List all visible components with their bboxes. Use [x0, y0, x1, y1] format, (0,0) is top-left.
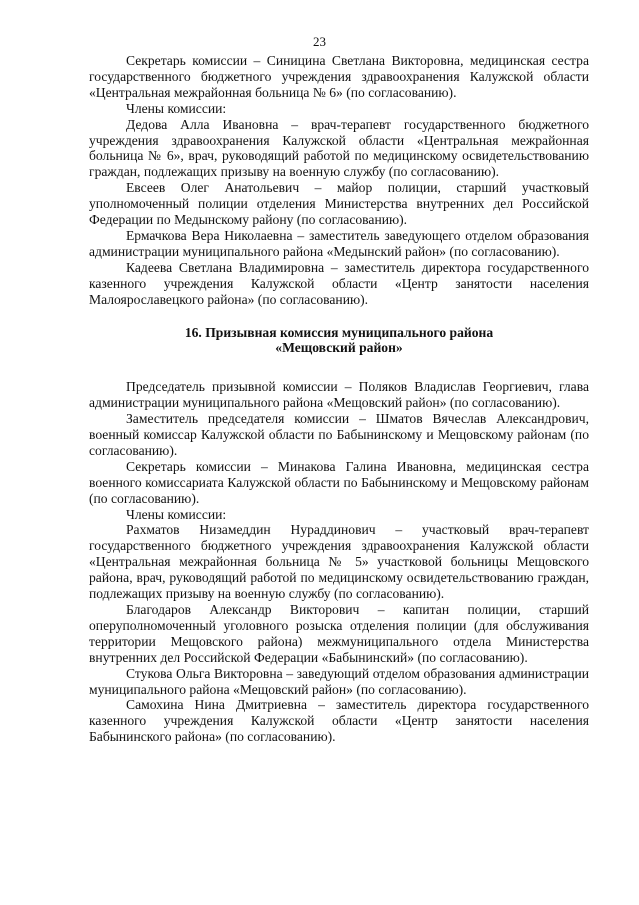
members-label: Члены комиссии:: [126, 506, 227, 522]
document-body: [89, 53, 589, 745]
section-heading-line2: «Мещовский район»: [275, 340, 403, 356]
section-heading-line1: 16. Призывная комиссия муниципального района: [184, 324, 494, 340]
member-paragraph: Дедова Алла Ивановна – врач-терапевт государственного бюджетного учреждения здравоохранения Калужской области «Центральная межрайонная больница № 6», врач, руководящий работой по медицинскому освидетельствованию граждан, подлежащих призыву на военную службу (по согласованию).: [89, 116, 589, 180]
members-label: Члены комиссии:: [126, 100, 227, 116]
member-paragraph: Кадеева Светлана Владимировна – заместитель директора государственного казенного учреждения Калужской области «Центр занятости населения Малоярославецкого района» (по согласованию).: [89, 259, 589, 307]
member-paragraph: Самохина Нина Дмитриевна – заместитель директора государственного казенного учреждения Калужской области «Центр занятости населения Бабынинского района» (по согласованию).: [89, 697, 589, 745]
page-number: 23: [313, 34, 326, 49]
deputy-paragraph: Заместитель председателя комиссии – Шматов Вячеслав Александрович, военный комиссар Калужской области по Бабынинскому и Мещовскому районам (по согласованию).: [89, 411, 589, 458]
member-paragraph: Рахматов Низамеддин Нураддинович – участковый врач-терапевт государственного бюджетного учреждения здравоохранения Калужской области «Центральная межрайонная больница № 5» участковой больницы Мещовского района, врач, руководящий работой по медицинскому освидетельствованию граждан, подлежащих призыву на военную службу (по согласованию).: [89, 522, 589, 602]
member-paragraph: Стукова Ольга Викторовна – заведующий отделом образования администрации муниципального района «Мещовский район» (по согласованию).: [89, 665, 589, 697]
chairman-paragraph: Председатель призывной комиссии – Поляков Владислав Георгиевич, глава администрации муниципального района «Мещовский район» (по согласованию).: [89, 379, 589, 411]
section-heading: [89, 325, 589, 357]
secretary-paragraph: Секретарь комиссии – Минакова Галина Ивановна, медицинская сестра военного комиссариата Калужской области по Бабынинскому и Мещовскому районам (по согласованию).: [89, 458, 589, 506]
member-paragraph: Ермачкова Вера Николаевна – заместитель заведующего отделом образования администрации муниципального района «Медынский район» (по согласованию).: [89, 227, 589, 259]
member-paragraph: Евсеев Олег Анатольевич – майор полиции, старший участковый уполномоченный полиции отделения Министерства внутренних дел Российской Федерации по Медынскому району (по согласованию).: [89, 180, 589, 228]
secretary-paragraph: Секретарь комиссии – Синицина Светлана Викторовна, медицинская сестра государственного бюджетного учреждения здравоохранения Калужской области «Центральная межрайонная больница № 6» (по согласованию).: [89, 53, 589, 100]
member-paragraph: Благодаров Александр Викторович – капитан полиции, старший оперуполномоченный уголовного розыска отделения полиции (для обслуживания территории Мещовского района) межмуниципального отдела Министерства внутренних дел Российской Федерации «Бабынинский» (по согласованию).: [89, 602, 589, 665]
